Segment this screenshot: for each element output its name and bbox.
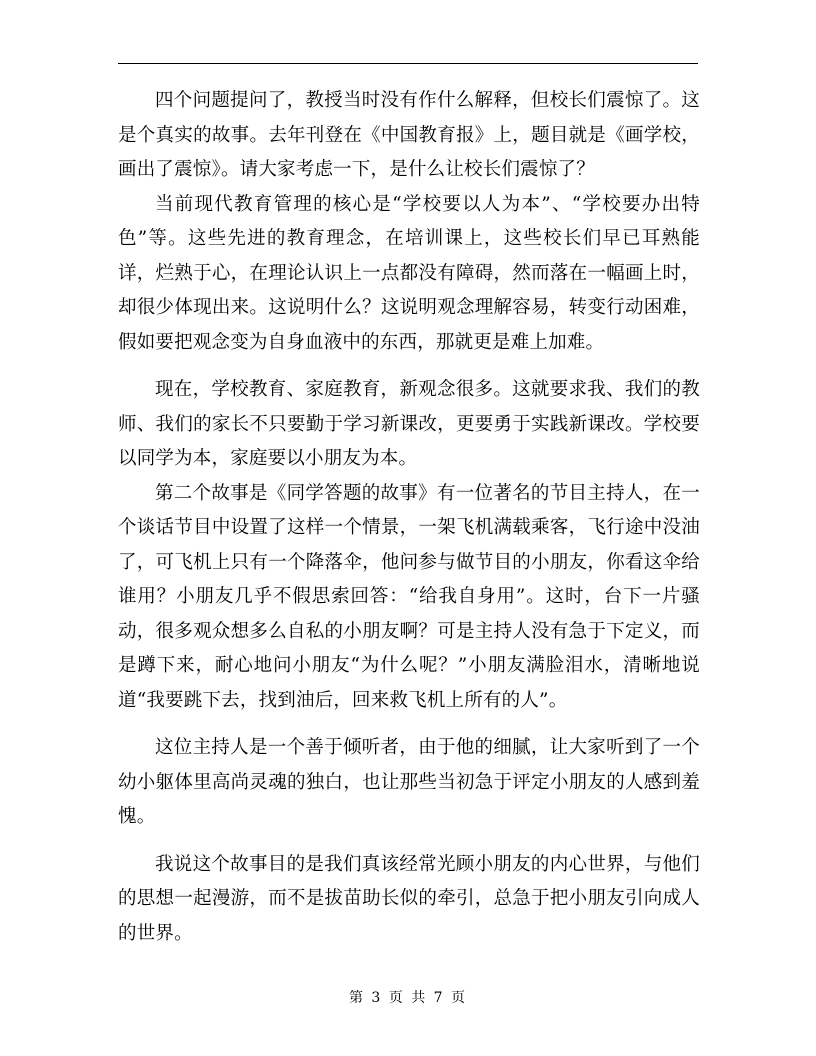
paragraph: 当前现代教育管理的核心是“学校要以人为本”、“学校要办出特色”等。这些先进的教育理念，在培训课上，这些校长们早已耳熟能详，烂熟于心，在理论认识上一点都没有障碍，然而落在一幅画上时，却很少体现出来。这说明什么？这说明观念理解容易，转变行动困难，假如要把观念变为自身血液中的东西，那就更是难上加难。: [118, 193, 700, 353]
paragraph: 现在，学校教育、家庭教育，新观念很多。这就要求我、我们的教师、我们的家长不只要勤于学习新课改，更要勇于实践新课改。学校要以同学为本，家庭要以小朋友为本。: [118, 379, 700, 469]
paragraph: 四个问题提问了，教授当时没有作什么解释，但校长们震惊了。这是个真实的故事。去年刊登在《中国教育报》上，题目就是《画学校，画出了震惊》。请大家考虑一下，是什么让校长们震惊了？: [118, 90, 700, 180]
paragraph: 这位主持人是一个善于倾听者，由于他的细腻，让大家听到了一个幼小躯体里高尚灵魂的独白，也让那些当初急于评定小朋友的人感到羞愧。: [118, 737, 700, 827]
document-body: [118, 84, 700, 951]
paragraph: 我说这个故事目的是我们真该经常光顾小朋友的内心世界，与他们的思想一起漫游，而不是拔苗助长似的牵引，总急于把小朋友引向成人的世界。: [118, 853, 700, 944]
paragraph: 第二个故事是《同学答题的故事》有一位著名的节目主持人，在一个谈话节目中设置了这样一个情景，一架飞机满载乘客，飞行途中没油了，可飞机上只有一个降落伞，他问参与做节目的小朋友，你看这伞给谁用？小朋友几乎不假思索回答：“给我自身用”。这时，台下一片骚动，很多观众想多么自私的小朋友啊？可是主持人没有急于下定义，而是蹲下来，耐心地问小朋友“为什么呢？”小朋友满脸泪水，清晰地说道“我要跳下去，找到油后，回来救飞机上所有的人”。: [118, 482, 700, 711]
header-rule: [118, 63, 698, 64]
page-number: 第 3 页 共 7 页: [348, 990, 468, 1006]
